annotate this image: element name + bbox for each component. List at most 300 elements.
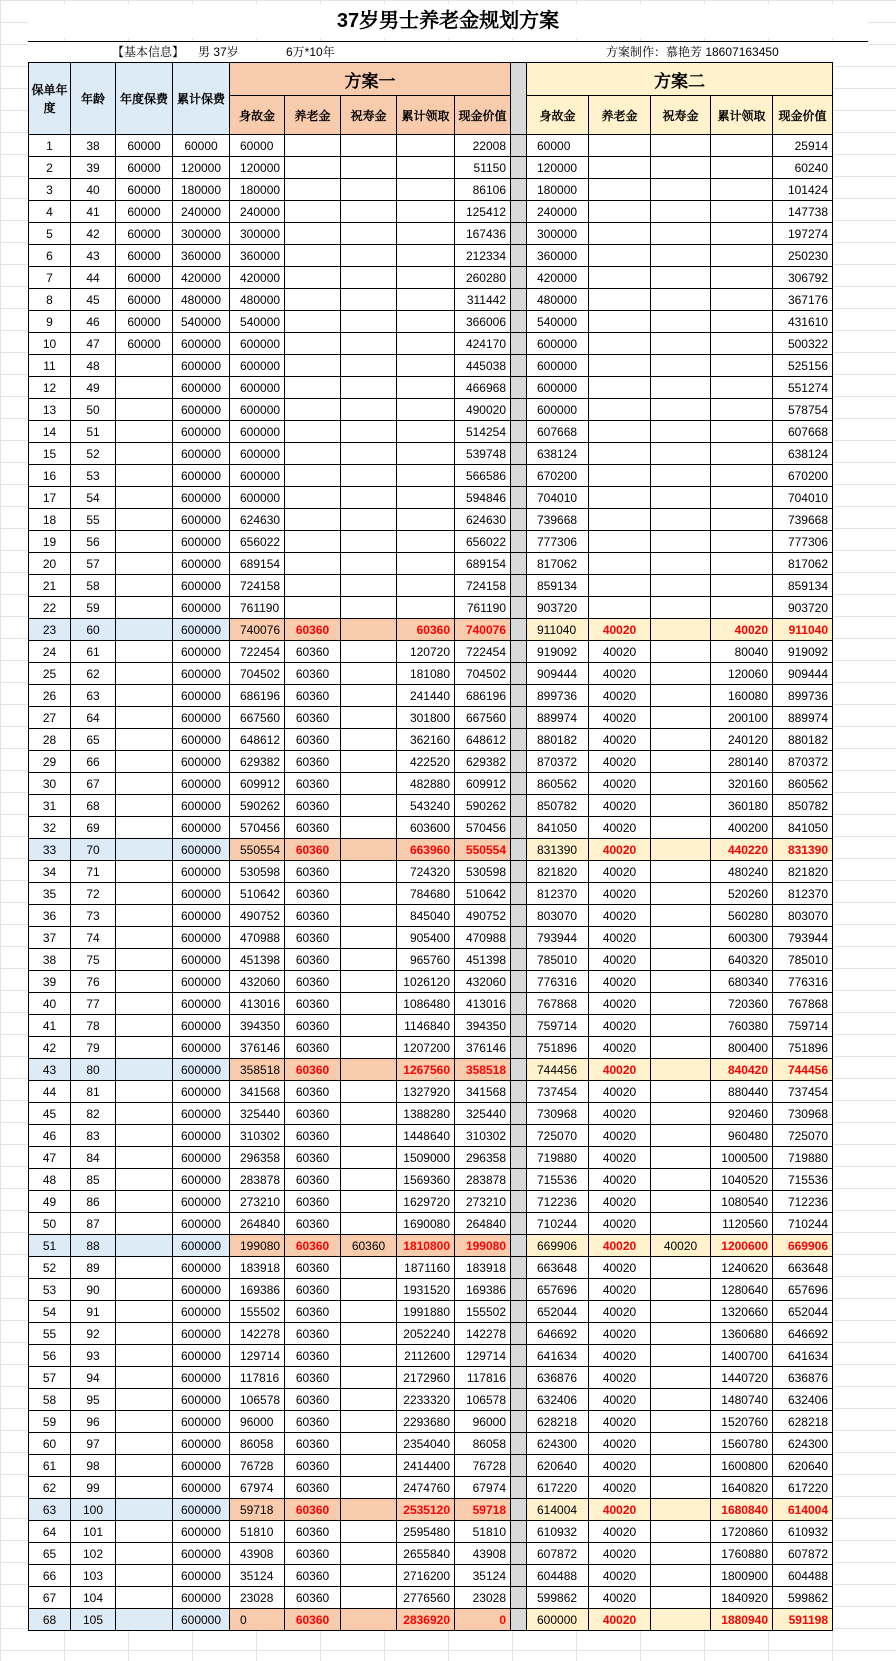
cell-plan2-longevity xyxy=(651,179,711,201)
cell-age: 58 xyxy=(71,575,116,597)
cell-plan2-pension: 40020 xyxy=(589,1433,651,1455)
cell-plan2-pension: 40020 xyxy=(589,1015,651,1037)
cell-plan1-death: 310302 xyxy=(230,1125,285,1147)
cell-plan2-cash: 500322 xyxy=(773,333,833,355)
table-body xyxy=(29,135,833,1631)
cell-plan1-death: 86058 xyxy=(230,1433,285,1455)
cell-plan2-longevity xyxy=(651,619,711,641)
plan-separator-cell xyxy=(511,1037,527,1059)
plan2-col-cash: 现金价值 xyxy=(773,96,833,135)
cell-plan1-death: 740076 xyxy=(230,619,285,641)
cell-plan1-cumulative: 2716200 xyxy=(397,1565,455,1587)
cell-plan1-cash: 466968 xyxy=(455,377,511,399)
cell-cumulative-premium: 600000 xyxy=(173,597,230,619)
cell-policy-year: 49 xyxy=(29,1191,71,1213)
cell-annual-premium xyxy=(116,1279,173,1301)
plan-separator-cell xyxy=(511,575,527,597)
cell-plan1-cash: 740076 xyxy=(455,619,511,641)
cell-policy-year: 59 xyxy=(29,1411,71,1433)
plan-separator-cell xyxy=(511,707,527,729)
cell-annual-premium xyxy=(116,1433,173,1455)
cell-plan2-cash: 793944 xyxy=(773,927,833,949)
cell-plan2-cumulative: 1000500 xyxy=(711,1147,773,1169)
table-row xyxy=(29,1059,833,1081)
cell-plan2-longevity xyxy=(651,311,711,333)
cell-cumulative-premium: 600000 xyxy=(173,465,230,487)
cell-age: 61 xyxy=(71,641,116,663)
cell-plan2-cumulative: 640320 xyxy=(711,949,773,971)
cell-plan2-pension xyxy=(589,443,651,465)
cell-plan1-longevity xyxy=(341,223,397,245)
cell-plan2-death: 821820 xyxy=(527,861,589,883)
cell-plan2-pension: 40020 xyxy=(589,795,651,817)
cell-plan1-pension: 60360 xyxy=(285,1521,341,1543)
cell-plan1-pension: 60360 xyxy=(285,861,341,883)
cell-cumulative-premium: 600000 xyxy=(173,795,230,817)
cell-plan1-pension xyxy=(285,377,341,399)
cell-plan2-pension: 40020 xyxy=(589,1543,651,1565)
cell-plan1-longevity xyxy=(341,443,397,465)
cell-plan1-longevity xyxy=(341,1147,397,1169)
cell-plan2-longevity xyxy=(651,817,711,839)
cell-annual-premium xyxy=(116,1147,173,1169)
cell-plan1-cumulative: 2535120 xyxy=(397,1499,455,1521)
cell-plan1-cash: 167436 xyxy=(455,223,511,245)
cell-plan1-longevity xyxy=(341,377,397,399)
cell-plan2-cumulative: 920460 xyxy=(711,1103,773,1125)
cell-cumulative-premium: 600000 xyxy=(173,1279,230,1301)
cell-plan1-cash: 432060 xyxy=(455,971,511,993)
table-row xyxy=(29,1301,833,1323)
cell-plan1-pension xyxy=(285,443,341,465)
cell-cumulative-premium: 600000 xyxy=(173,443,230,465)
cell-plan1-cumulative: 2776560 xyxy=(397,1587,455,1609)
plan-separator-cell xyxy=(511,465,527,487)
cell-plan1-pension xyxy=(285,223,341,245)
cell-plan1-death: 360000 xyxy=(230,245,285,267)
cell-policy-year: 65 xyxy=(29,1543,71,1565)
cell-annual-premium xyxy=(116,597,173,619)
cell-cumulative-premium: 420000 xyxy=(173,267,230,289)
cell-plan2-pension xyxy=(589,509,651,531)
cell-annual-premium xyxy=(116,1059,173,1081)
cell-plan2-longevity xyxy=(651,795,711,817)
cell-plan1-pension: 60360 xyxy=(285,1543,341,1565)
cell-plan2-death: 663648 xyxy=(527,1257,589,1279)
cell-cumulative-premium: 600000 xyxy=(173,883,230,905)
cell-plan2-cumulative xyxy=(711,355,773,377)
plan-separator-cell xyxy=(511,377,527,399)
cell-plan2-cumulative: 1320660 xyxy=(711,1301,773,1323)
cell-plan1-cash: 594846 xyxy=(455,487,511,509)
cell-plan1-cash: 96000 xyxy=(455,1411,511,1433)
cell-plan2-longevity xyxy=(651,1323,711,1345)
plan-separator-cell xyxy=(511,1125,527,1147)
cell-plan1-pension: 60360 xyxy=(285,1323,341,1345)
cell-plan2-death: 880182 xyxy=(527,729,589,751)
cell-plan1-pension xyxy=(285,333,341,355)
cell-plan2-cash: 604488 xyxy=(773,1565,833,1587)
cell-plan2-death: 759714 xyxy=(527,1015,589,1037)
plan-separator-cell xyxy=(511,861,527,883)
cell-plan2-cumulative: 1600800 xyxy=(711,1455,773,1477)
cell-plan1-longevity xyxy=(341,1301,397,1323)
cell-plan2-longevity xyxy=(651,949,711,971)
cell-cumulative-premium: 600000 xyxy=(173,729,230,751)
cell-plan2-death: 803070 xyxy=(527,905,589,927)
cell-plan1-cash: 686196 xyxy=(455,685,511,707)
cell-plan1-cash: 724158 xyxy=(455,575,511,597)
table-row xyxy=(29,509,833,531)
cell-plan2-longevity xyxy=(651,971,711,993)
plan-separator-cell xyxy=(511,1169,527,1191)
cell-policy-year: 46 xyxy=(29,1125,71,1147)
cell-plan1-longevity xyxy=(341,1543,397,1565)
plan-separator-cell xyxy=(511,839,527,861)
cell-policy-year: 25 xyxy=(29,663,71,685)
cell-plan1-longevity xyxy=(341,1279,397,1301)
cell-cumulative-premium: 600000 xyxy=(173,751,230,773)
cell-plan2-death: 812370 xyxy=(527,883,589,905)
cell-cumulative-premium: 240000 xyxy=(173,201,230,223)
cell-plan2-longevity xyxy=(651,399,711,421)
plan-separator-cell xyxy=(511,553,527,575)
cell-annual-premium xyxy=(116,509,173,531)
cell-plan2-pension xyxy=(589,201,651,223)
cell-plan2-pension: 40020 xyxy=(589,1455,651,1477)
cell-policy-year: 52 xyxy=(29,1257,71,1279)
cell-annual-premium: 60000 xyxy=(116,179,173,201)
cell-plan2-cumulative xyxy=(711,179,773,201)
cell-plan1-pension: 60360 xyxy=(285,1191,341,1213)
cell-plan2-cash: 306792 xyxy=(773,267,833,289)
cell-plan1-death: 341568 xyxy=(230,1081,285,1103)
cell-plan1-cash: 539748 xyxy=(455,443,511,465)
cell-policy-year: 4 xyxy=(29,201,71,223)
cell-plan2-cumulative: 1680840 xyxy=(711,1499,773,1521)
cell-plan2-pension xyxy=(589,553,651,575)
cell-plan2-cumulative: 840420 xyxy=(711,1059,773,1081)
cell-plan1-pension xyxy=(285,421,341,443)
cell-plan2-cumulative: 1480740 xyxy=(711,1389,773,1411)
cell-plan2-death: 669906 xyxy=(527,1235,589,1257)
cell-plan2-death: 480000 xyxy=(527,289,589,311)
cell-plan2-pension xyxy=(589,399,651,421)
cell-policy-year: 53 xyxy=(29,1279,71,1301)
cell-plan2-death: 641634 xyxy=(527,1345,589,1367)
cell-plan1-death: 420000 xyxy=(230,267,285,289)
plan-separator-cell xyxy=(511,993,527,1015)
cell-cumulative-premium: 600000 xyxy=(173,1191,230,1213)
table-row xyxy=(29,861,833,883)
cell-policy-year: 66 xyxy=(29,1565,71,1587)
table-row xyxy=(29,1169,833,1191)
cell-age: 98 xyxy=(71,1455,116,1477)
cell-plan2-longevity xyxy=(651,883,711,905)
cell-plan2-longevity xyxy=(651,1543,711,1565)
cell-plan1-longevity xyxy=(341,927,397,949)
cell-plan2-cash: 777306 xyxy=(773,531,833,553)
cell-age: 80 xyxy=(71,1059,116,1081)
cell-plan1-pension: 60360 xyxy=(285,1103,341,1125)
plan-separator-cell xyxy=(511,663,527,685)
cell-age: 96 xyxy=(71,1411,116,1433)
cell-policy-year: 36 xyxy=(29,905,71,927)
plan-separator-cell xyxy=(511,1477,527,1499)
cell-plan1-death: 96000 xyxy=(230,1411,285,1433)
cell-plan2-cash: 525156 xyxy=(773,355,833,377)
cell-age: 76 xyxy=(71,971,116,993)
cell-plan1-cumulative: 1690080 xyxy=(397,1213,455,1235)
cell-plan2-pension: 40020 xyxy=(589,641,651,663)
cell-plan2-cash: 670200 xyxy=(773,465,833,487)
cell-plan2-pension: 40020 xyxy=(589,861,651,883)
cell-annual-premium xyxy=(116,553,173,575)
cell-age: 75 xyxy=(71,949,116,971)
cell-plan2-pension: 40020 xyxy=(589,1565,651,1587)
cell-age: 47 xyxy=(71,333,116,355)
cell-cumulative-premium: 600000 xyxy=(173,971,230,993)
cell-plan1-pension xyxy=(285,267,341,289)
cell-plan1-cash: 51150 xyxy=(455,157,511,179)
cell-age: 105 xyxy=(71,1609,116,1631)
cell-plan1-pension xyxy=(285,355,341,377)
cell-plan1-cumulative: 2052240 xyxy=(397,1323,455,1345)
table-row xyxy=(29,1213,833,1235)
cell-plan2-cash: 636876 xyxy=(773,1367,833,1389)
cell-plan1-longevity xyxy=(341,267,397,289)
cell-plan1-cash: 394350 xyxy=(455,1015,511,1037)
cell-plan1-cumulative xyxy=(397,597,455,619)
cell-plan1-cumulative: 543240 xyxy=(397,795,455,817)
cell-plan2-longevity xyxy=(651,135,711,157)
cell-annual-premium: 60000 xyxy=(116,289,173,311)
plan-separator-cell xyxy=(511,421,527,443)
plan-separator-cell xyxy=(511,1279,527,1301)
cell-plan1-death: 199080 xyxy=(230,1235,285,1257)
cell-plan2-longevity xyxy=(651,1147,711,1169)
cell-annual-premium xyxy=(116,1455,173,1477)
cell-plan1-cumulative xyxy=(397,443,455,465)
cell-annual-premium xyxy=(116,1257,173,1279)
cell-cumulative-premium: 600000 xyxy=(173,355,230,377)
cell-plan2-pension: 40020 xyxy=(589,1103,651,1125)
cell-plan2-death: 870372 xyxy=(527,751,589,773)
cell-plan1-cash: 155502 xyxy=(455,1301,511,1323)
cell-annual-premium: 60000 xyxy=(116,333,173,355)
cell-plan1-cash: 51810 xyxy=(455,1521,511,1543)
cell-annual-premium xyxy=(116,399,173,421)
cell-policy-year: 7 xyxy=(29,267,71,289)
cell-cumulative-premium: 600000 xyxy=(173,1059,230,1081)
cell-plan2-longevity xyxy=(651,1433,711,1455)
cell-plan1-cash: 0 xyxy=(455,1609,511,1631)
cell-plan1-cash: 199080 xyxy=(455,1235,511,1257)
cell-plan1-longevity xyxy=(341,861,397,883)
cell-plan1-longevity xyxy=(341,729,397,751)
cell-plan1-death: 240000 xyxy=(230,201,285,223)
cell-cumulative-premium: 600000 xyxy=(173,377,230,399)
plan-separator-cell xyxy=(511,531,527,553)
cell-plan2-pension: 40020 xyxy=(589,1609,651,1631)
cell-plan1-cash: 648612 xyxy=(455,729,511,751)
plan-separator-cell xyxy=(511,267,527,289)
cell-plan2-cash: 614004 xyxy=(773,1499,833,1521)
plan-separator-cell xyxy=(511,685,527,707)
table-row xyxy=(29,773,833,795)
cell-plan2-cumulative xyxy=(711,135,773,157)
cell-policy-year: 50 xyxy=(29,1213,71,1235)
col-policy-year: 保单年度 xyxy=(29,63,71,135)
cell-age: 51 xyxy=(71,421,116,443)
cell-plan2-cumulative: 1760880 xyxy=(711,1543,773,1565)
cell-age: 79 xyxy=(71,1037,116,1059)
table-row xyxy=(29,399,833,421)
plan-separator-cell xyxy=(511,1345,527,1367)
plan-separator-cell xyxy=(511,795,527,817)
cell-policy-year: 51 xyxy=(29,1235,71,1257)
cell-plan2-cash: 767868 xyxy=(773,993,833,1015)
cell-age: 49 xyxy=(71,377,116,399)
cell-policy-year: 58 xyxy=(29,1389,71,1411)
cell-plan2-cumulative: 80040 xyxy=(711,641,773,663)
cell-age: 55 xyxy=(71,509,116,531)
cell-plan1-longevity xyxy=(341,1367,397,1389)
cell-plan1-death: 183918 xyxy=(230,1257,285,1279)
cell-policy-year: 3 xyxy=(29,179,71,201)
cell-policy-year: 68 xyxy=(29,1609,71,1631)
cell-plan2-cumulative xyxy=(711,157,773,179)
cell-age: 50 xyxy=(71,399,116,421)
cell-plan1-pension xyxy=(285,289,341,311)
cell-plan1-longevity xyxy=(341,333,397,355)
cell-plan1-pension: 60360 xyxy=(285,927,341,949)
cell-policy-year: 20 xyxy=(29,553,71,575)
cell-plan2-death: 600000 xyxy=(527,333,589,355)
plan-separator-cell xyxy=(511,1455,527,1477)
table-row xyxy=(29,1345,833,1367)
cell-plan2-cumulative: 600300 xyxy=(711,927,773,949)
cell-age: 94 xyxy=(71,1367,116,1389)
cell-plan1-pension: 60360 xyxy=(285,1411,341,1433)
cell-plan1-cash: 341568 xyxy=(455,1081,511,1103)
table-row xyxy=(29,223,833,245)
cell-plan1-cash: 366006 xyxy=(455,311,511,333)
cell-plan2-longevity xyxy=(651,1367,711,1389)
basic-info-label: 【基本信息】 xyxy=(112,45,185,59)
cell-age: 97 xyxy=(71,1433,116,1455)
table-row xyxy=(29,267,833,289)
plan-separator-cell xyxy=(511,1411,527,1433)
cell-plan2-cumulative: 440220 xyxy=(711,839,773,861)
cell-plan2-death: 600000 xyxy=(527,355,589,377)
cell-plan1-pension xyxy=(285,553,341,575)
table-row xyxy=(29,1411,833,1433)
cell-plan2-death: 909444 xyxy=(527,663,589,685)
cell-plan2-death: 300000 xyxy=(527,223,589,245)
cell-plan1-longevity xyxy=(341,1191,397,1213)
table-row xyxy=(29,949,833,971)
cell-plan2-death: 180000 xyxy=(527,179,589,201)
cell-plan2-pension xyxy=(589,377,651,399)
cell-plan1-cumulative: 905400 xyxy=(397,927,455,949)
cell-plan2-death: 624300 xyxy=(527,1433,589,1455)
cell-plan2-pension xyxy=(589,135,651,157)
cell-plan2-death: 776316 xyxy=(527,971,589,993)
cell-plan1-death: 600000 xyxy=(230,355,285,377)
cell-cumulative-premium: 600000 xyxy=(173,531,230,553)
cell-plan1-death: 624630 xyxy=(230,509,285,531)
cell-plan1-cash: 35124 xyxy=(455,1565,511,1587)
cell-plan2-longevity xyxy=(651,1037,711,1059)
plan-separator-cell xyxy=(511,1433,527,1455)
cell-age: 81 xyxy=(71,1081,116,1103)
plan-separator-cell xyxy=(511,817,527,839)
cell-plan1-cumulative xyxy=(397,157,455,179)
cell-plan2-cumulative: 200100 xyxy=(711,707,773,729)
cell-plan2-longevity xyxy=(651,597,711,619)
cell-cumulative-premium: 600000 xyxy=(173,487,230,509)
cell-plan2-cumulative: 480240 xyxy=(711,861,773,883)
cell-plan2-pension xyxy=(589,487,651,509)
cell-plan2-cash: 652044 xyxy=(773,1301,833,1323)
cell-plan1-pension: 60360 xyxy=(285,1499,341,1521)
cell-plan2-death: 725070 xyxy=(527,1125,589,1147)
cell-cumulative-premium: 600000 xyxy=(173,1455,230,1477)
table-row xyxy=(29,1389,833,1411)
cell-plan1-pension xyxy=(285,597,341,619)
cell-policy-year: 64 xyxy=(29,1521,71,1543)
cell-plan2-pension: 40020 xyxy=(589,751,651,773)
cell-plan1-longevity: 60360 xyxy=(341,1235,397,1257)
cell-plan2-cash: 715536 xyxy=(773,1169,833,1191)
cell-plan2-pension: 40020 xyxy=(589,685,651,707)
plan-separator-cell xyxy=(511,1499,527,1521)
cell-plan2-death: 607872 xyxy=(527,1543,589,1565)
cell-annual-premium xyxy=(116,839,173,861)
cell-age: 100 xyxy=(71,1499,116,1521)
cell-plan1-longevity xyxy=(341,663,397,685)
cell-plan2-cash: 899736 xyxy=(773,685,833,707)
cell-plan2-cash: 704010 xyxy=(773,487,833,509)
cell-age: 63 xyxy=(71,685,116,707)
plan1-col-cumulative: 累计领取 xyxy=(397,96,455,135)
cell-plan2-cumulative: 520260 xyxy=(711,883,773,905)
cell-plan1-death: 470988 xyxy=(230,927,285,949)
cell-plan2-cash: 909444 xyxy=(773,663,833,685)
table-row xyxy=(29,641,833,663)
cell-plan1-death: 432060 xyxy=(230,971,285,993)
cell-age: 54 xyxy=(71,487,116,509)
cell-plan1-death: 180000 xyxy=(230,179,285,201)
cell-annual-premium xyxy=(116,1389,173,1411)
cell-plan2-cumulative xyxy=(711,465,773,487)
cell-plan2-longevity xyxy=(651,905,711,927)
cell-plan2-cash: 638124 xyxy=(773,443,833,465)
cell-plan1-pension: 60360 xyxy=(285,1015,341,1037)
cell-plan2-death: 120000 xyxy=(527,157,589,179)
cell-plan1-cumulative xyxy=(397,311,455,333)
cell-plan2-cash: 60240 xyxy=(773,157,833,179)
cell-annual-premium xyxy=(116,861,173,883)
cell-plan1-pension: 60360 xyxy=(285,1301,341,1323)
cell-plan1-cumulative: 965760 xyxy=(397,949,455,971)
cell-cumulative-premium: 600000 xyxy=(173,333,230,355)
cell-plan2-pension: 40020 xyxy=(589,1081,651,1103)
plan-separator-cell xyxy=(511,1367,527,1389)
cell-cumulative-premium: 600000 xyxy=(173,1499,230,1521)
cell-plan2-cash: 551274 xyxy=(773,377,833,399)
